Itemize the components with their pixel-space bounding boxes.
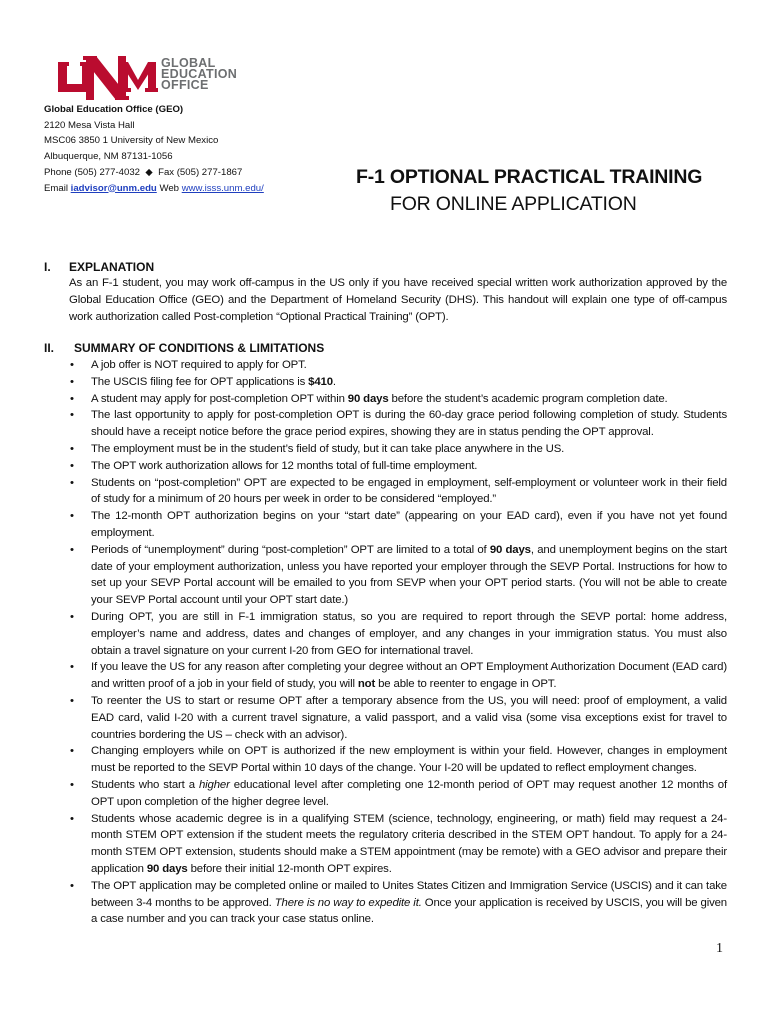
fax-number: Fax (505) 277-1867 — [158, 166, 243, 178]
list-item-bold-text: 90 days — [347, 392, 389, 405]
list-item-text: Periods of “unemployment” during “post-completion” OPT are limited to a total of — [91, 543, 490, 556]
list-item-text: Changing employers while on OPT is authorized if the new employment is within your field. However, changes in employment must be reported to the SEVP Portal within 10 days of the change. Your I-20 will be updated to reflect employment changes. — [91, 745, 727, 775]
section-1-heading: EXPLANATION — [69, 260, 155, 274]
list-item-text: A student may apply for post-completion OPT within — [91, 392, 348, 405]
list-item-bold-text: 90 days — [489, 543, 531, 556]
email-web-line — [44, 181, 264, 197]
list-item — [70, 542, 727, 609]
list-item — [70, 441, 727, 458]
office-name: Global Education Office (GEO) — [44, 104, 184, 115]
bullet-icon: • — [70, 812, 74, 825]
list-item-italic-text: There is no way to expedite it. — [274, 896, 422, 909]
list-item-text: The last opportunity to apply for post-completion OPT is during the 60-day grace period following completion of study. Students should have a receipt notice before the grace period expires, showing they are in status pending the OPT approval. — [91, 409, 727, 439]
contact-block — [44, 102, 264, 196]
list-item-text-end: , and unemployment begins on the start date of your employment authorization, unless you have reported your employer through the SEVP Portal. Instructions for how to set up your SEVP Portal account will be emailed to you from SEVP when your OPT period starts. (You will not be able to create your SEVP Portal account until your OPT start date.) — [91, 543, 727, 607]
list-item — [70, 391, 727, 408]
bullet-icon: • — [70, 610, 74, 623]
list-item — [70, 777, 727, 811]
bullet-icon: • — [70, 359, 74, 371]
list-item-italic-text: higher — [198, 778, 230, 791]
bullet-icon: • — [70, 745, 74, 758]
bullet-icon: • — [70, 778, 74, 791]
list-item — [70, 878, 727, 928]
list-item-text: Students whose academic degree is in a qualifying STEM (science, technology, engineering, or math) field may request a 24-month STEM OPT extension if the student meets the regulatory criteria described in the STEM OPT handout. To apply for a 24-month STEM OPT extension, students should make a STEM appointment (may be remote) with a GEO advisor and prepare their application — [91, 812, 727, 875]
list-item-text: The OPT work authorization allows for 12 months total of full-time employment. — [91, 459, 478, 472]
bullet-icon: • — [70, 661, 74, 674]
address-line-2: MSC06 3850 1 University of New Mexico — [44, 135, 219, 147]
list-item-bold-text: 90 days — [146, 862, 188, 875]
list-item — [70, 693, 727, 743]
list-item — [70, 609, 727, 659]
section-1-text: As an F-1 student, you may work off-campus in the US only if you have received special written work authorization approved by the Global Education Office (GEO) and the Department of Homeland Security (DHS). This handout will explain one type of off-campus work authorization called Post-completion “Optional Practical Training” (OPT). — [69, 277, 727, 323]
list-item-text-end: before their initial 12-month OPT expires. — [187, 862, 392, 875]
address-line-3: Albuquerque, NM 87131-1056 — [44, 151, 173, 163]
unm-geo-logo — [58, 56, 238, 100]
list-item-text: The 12-month OPT authorization begins on your “start date” (appearing on your EAD card), even if you have not yet found employment. — [91, 510, 727, 539]
list-item — [70, 407, 727, 441]
bullet-icon: • — [70, 375, 74, 388]
list-item-text: Students on “post-completion” OPT are expected to be engaged in employment, self-employment or volunteer work in their field of study for a minimum of 20 hours per week in order to be considered “employed.” — [91, 476, 727, 506]
list-item-text-end: be able to reenter to engage in OPT. — [375, 678, 557, 691]
bullet-icon: • — [70, 442, 74, 455]
email-label: Email — [44, 182, 68, 194]
section-2-number: II. — [44, 341, 55, 355]
document-subtitle: FOR ONLINE APPLICATION — [390, 193, 637, 215]
page-number: 1 — [716, 941, 723, 956]
logo-line-1: GLOBAL — [161, 56, 216, 70]
logo-line-2: EDUCATION — [161, 67, 238, 81]
logo-wordmark — [161, 58, 237, 91]
list-item-text: Students who start a — [91, 778, 199, 791]
list-item — [70, 458, 727, 475]
list-item — [70, 357, 727, 374]
bullet-icon: • — [70, 476, 74, 489]
phone-number: Phone (505) 277-4032 — [44, 166, 141, 178]
list-item-text-end: . — [332, 375, 336, 388]
list-item — [70, 811, 727, 878]
list-item-bold-text: $410 — [308, 375, 333, 388]
list-item-text: The employment must be in the student’s field of study, but it can take place anywhere in the US. — [91, 442, 565, 455]
logo-line-3: OFFICE — [161, 78, 209, 92]
list-item-text: A job offer is NOT required to apply for OPT. — [91, 359, 307, 371]
web-label: Web — [159, 182, 180, 194]
list-item — [70, 475, 727, 509]
list-item-text-end: Once your application is received by USCIS, you will be given a case number and you can track your case status online. — [91, 896, 727, 926]
bullet-icon: • — [70, 459, 74, 472]
bullet-icon: • — [70, 694, 74, 707]
section-1-number: I. — [44, 260, 51, 274]
bullet-icon: • — [70, 392, 74, 405]
address-line-1: 2120 Mesa Vista Hall — [44, 119, 135, 131]
list-item — [70, 508, 727, 542]
phone-fax-line — [44, 165, 264, 181]
list-item-text-end: before the student’s academic program completion date. — [388, 392, 668, 405]
list-item-text: To reenter the US to start or resume OPT after a temporary absence from the US, you will need: proof of employment, a valid EAD card, valid I-20 with a current travel signature, a valid passport, and a valid visa (some visa exceptions exist for travel to countries bordering the US – check with an advisor). — [91, 694, 727, 741]
bullet-icon: • — [70, 543, 74, 556]
list-item-text: The OPT application may be completed online or mailed to Unites States Citizen and Immigration Service (USCIS) and it can take between 3-4 months to be approved. — [91, 879, 727, 909]
list-item-text: The USCIS filing fee for OPT applications is — [91, 375, 309, 388]
list-item-bold-text: not — [357, 678, 376, 691]
list-item-text: During OPT, you are still in F-1 immigration status, so you are required to report through the SEVP portal: home address, employer’s name and address, dates and changes of employer, and any changes in your immigration status. You must also obtain a travel signature on your current I-20 from GEO for international travel. — [91, 610, 727, 657]
email-link[interactable]: iadvisor@unm.edu — [70, 182, 157, 194]
list-item-text: If you leave the US for any reason after completing your degree without an OPT Employment Authorization Document (EAD card) and written proof of a job in your field of study, you will — [91, 661, 727, 691]
list-item-text-end: educational level after completing one 12-month period of OPT may request another 12 months of OPT upon completion of the higher degree level. — [91, 778, 727, 808]
section-2-heading: SUMMARY OF CONDITIONS & LIMITATIONS — [74, 341, 325, 355]
list-item — [70, 743, 727, 777]
document-title: F-1 OPTIONAL PRACTICAL TRAINING — [356, 166, 703, 188]
website-link[interactable]: www.isss.unm.edu/ — [181, 182, 264, 194]
conditions-list — [70, 357, 727, 928]
list-item — [70, 659, 727, 693]
list-item — [70, 374, 727, 391]
bullet-icon: • — [70, 510, 74, 523]
bullet-icon: • — [70, 409, 74, 422]
bullet-icon: • — [70, 879, 74, 892]
diamond-separator-icon: ◆ — [142, 166, 156, 178]
unm-monogram-icon — [58, 56, 158, 100]
